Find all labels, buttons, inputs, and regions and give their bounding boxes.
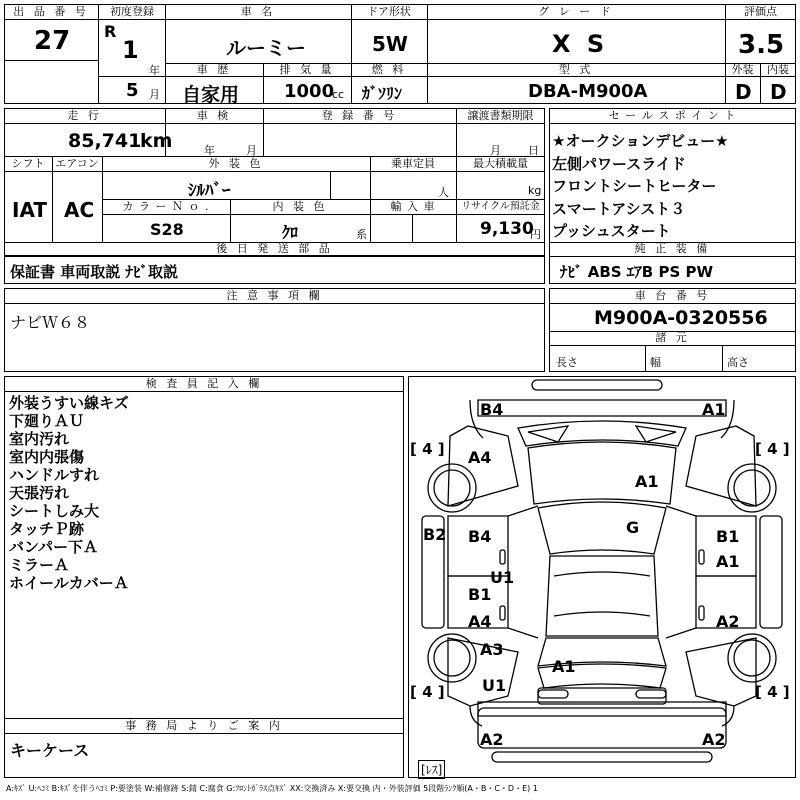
inspector-item: 天張汚れ <box>9 484 70 502</box>
exterior-color-label: 外 装 色 <box>208 157 264 170</box>
inspector-label: 検 査 員 記 入 欄 <box>145 377 263 390</box>
displacement-unit: cc <box>332 88 345 101</box>
damage-mark: A1 <box>635 472 659 491</box>
sales-point-item: ★オークションデビュー★ <box>552 132 729 150</box>
history-label: 車 歴 <box>196 63 232 76</box>
damage-mark: B1 <box>716 527 740 546</box>
month-unit: 月 <box>149 88 160 101</box>
inspector-item: ミラーＡ <box>9 556 70 574</box>
year-unit: 年 <box>149 64 160 77</box>
model-code: DBA-M900A <box>528 81 648 102</box>
ac-value: AC <box>64 198 95 222</box>
tire-rear-left: [ 4 ] <box>410 683 445 701</box>
inspector-item: ハンドルすれ <box>9 466 100 484</box>
specs-label: 諸 元 <box>655 331 690 344</box>
transfer-label: 譲渡書類期限 <box>467 109 534 122</box>
damage-mark: B1 <box>468 585 492 604</box>
capacity-unit: 人 <box>438 186 449 199</box>
sales-points-list <box>552 130 729 243</box>
reg-year: 1 <box>122 36 139 64</box>
reg-no-label: 登 録 番 号 <box>321 109 398 122</box>
displacement-value: 1000 <box>284 81 335 102</box>
mileage-value: 85,741 <box>68 130 142 152</box>
inspector-item: シートしみ大 <box>9 502 100 520</box>
tire-front-right: [ 4 ] <box>755 440 790 458</box>
capacity-label: 乗車定員 <box>391 157 435 170</box>
model-label: 型 式 <box>558 63 594 76</box>
office-label: 事 務 局 よ り ご 案 内 <box>125 719 283 732</box>
lot-number: 27 <box>34 26 71 56</box>
damage-mark: G <box>626 518 640 537</box>
score-label: 評価点 <box>744 5 777 18</box>
exterior-color-value: ｼﾙﾊﾞｰ <box>188 181 231 201</box>
grade-label: グ レ ー ド <box>538 5 614 18</box>
first-reg-label: 初度登録 <box>110 5 154 18</box>
score-value: 3.5 <box>738 30 785 60</box>
shift-value: IAT <box>12 198 48 222</box>
shift-label: シフト <box>11 157 45 170</box>
notes-label: 注 意 事 項 欄 <box>226 289 323 302</box>
length-label: 長さ <box>556 356 578 369</box>
inspector-item: 室内内張傷 <box>9 448 85 466</box>
interior-color-value: ｸﾛ <box>282 223 299 242</box>
width-label: 幅 <box>650 356 661 369</box>
transfer-day-unit: 日 <box>528 144 539 157</box>
tire-rear-right: [ 4 ] <box>755 683 790 701</box>
interior-color-unit: 系 <box>356 228 367 241</box>
inspection-label: 車 検 <box>196 109 232 122</box>
equipment-value: ﾅﾋﾞ ABS ｴｱB PS PW <box>560 263 714 281</box>
door-label: ドア形状 <box>367 5 411 18</box>
int-grade: D <box>770 80 787 104</box>
chassis-number: M900A-0320556 <box>594 307 768 329</box>
fuel-value: ｶﾞｿﾘﾝ <box>362 84 403 103</box>
car-diagram <box>408 376 796 778</box>
damage-mark: B2 <box>423 525 447 544</box>
damage-mark: A1 <box>716 552 740 571</box>
color-no-label: カ ラ ー Ｎ ｏ . <box>122 200 210 213</box>
damage-mark: A4 <box>468 612 492 631</box>
spare-tire-label: [ﾚｽ] <box>418 760 445 779</box>
inspection-month-unit: 月 <box>246 144 257 157</box>
mileage-unit: km <box>140 130 173 152</box>
history-value: 自家用 <box>182 84 240 106</box>
era-letter: R <box>104 22 117 41</box>
later-parts-label: 後 日 発 送 部 品 <box>216 242 333 255</box>
recycle-value: 9,130 <box>480 219 534 239</box>
damage-mark: A2 <box>716 612 740 631</box>
interior-color-label: 内 装 色 <box>272 200 328 213</box>
inspector-item: 外装うすい線キズ <box>9 394 129 412</box>
inspector-item: 下廻りＡＵ <box>9 412 85 430</box>
damage-mark: U1 <box>490 568 515 587</box>
inspector-item: バンパー下Ａ <box>9 538 98 556</box>
damage-mark: U1 <box>482 676 507 695</box>
damage-mark: A1 <box>552 657 576 676</box>
reg-month: 5 <box>126 80 139 101</box>
damage-mark: A1 <box>702 400 726 419</box>
inspection-year-unit: 年 <box>204 144 215 157</box>
inspector-item: ホイールカバーＡ <box>9 574 129 592</box>
chassis-label: 車 台 番 号 <box>634 289 711 302</box>
displacement-label: 排 気 量 <box>279 63 335 76</box>
damage-mark: A3 <box>480 640 504 659</box>
damage-mark: A2 <box>480 730 504 749</box>
sales-point-item: スマートアシスト３ <box>552 199 686 218</box>
notes-value: ナビＷ６８ <box>10 313 91 332</box>
damage-mark: A2 <box>702 730 726 749</box>
ext-label: 外装 <box>731 63 754 76</box>
height-label: 高さ <box>727 356 749 369</box>
later-parts-value: 保証書 車両取説 ﾅﾋﾞ取説 <box>10 263 178 281</box>
car-name-label: 車 名 <box>240 5 276 18</box>
office-value: キーケース <box>10 741 90 760</box>
ac-label: エアコン <box>55 157 99 170</box>
inspector-item: タッチＰ跡 <box>9 520 85 538</box>
inspector-list <box>9 394 129 592</box>
lot-label: 出 品 番 号 <box>13 5 89 18</box>
recycle-label: リサイクル預託金 <box>461 201 540 212</box>
tire-front-left: [ 4 ] <box>410 440 445 458</box>
legend: A:ｷｽﾞ U:ﾍｺﾐ B:ｷｽﾞを伴うﾍｺﾐ P:要塗装 W:補修跡 S:錆 C:腐食 G:ﾌﾛﾝﾄｶﾞﾗｽ点ｷｽﾞ XX:交換済み X:要交換 内・外装評価 5段階ﾗﾝｸ順(A・B・C・D・E) 1 <box>6 784 538 793</box>
damage-mark: B4 <box>468 527 492 546</box>
sales-point-item: フロントシートヒーター <box>552 177 717 195</box>
color-no-value: S28 <box>150 220 184 239</box>
sales-point-item: プッシュスタート <box>552 222 671 240</box>
max-load-label: 最大積載量 <box>473 157 528 170</box>
fuel-label: 燃 料 <box>371 63 407 76</box>
import-label: 輸 入 車 <box>390 200 436 213</box>
recycle-unit: 円 <box>530 228 541 241</box>
equipment-label: 純 正 装 備 <box>634 242 711 255</box>
mileage-label: 走 行 <box>67 109 102 122</box>
sales-points-label: セ ー ル ス ポ イ ン ト <box>608 109 737 122</box>
door-type: 5W <box>372 32 408 56</box>
max-load-unit: kg <box>528 184 542 197</box>
car-name: ルーミー <box>226 36 306 60</box>
inspector-item: 室内汚れ <box>9 430 70 448</box>
int-label: 内装 <box>767 63 789 76</box>
sales-point-item: 左側パワースライド <box>552 154 686 173</box>
transfer-month-unit: 月 <box>490 144 501 157</box>
damage-mark: B4 <box>480 400 504 419</box>
grade-value: X S <box>552 30 609 58</box>
damage-mark: A4 <box>468 448 492 467</box>
ext-grade: D <box>735 80 752 104</box>
